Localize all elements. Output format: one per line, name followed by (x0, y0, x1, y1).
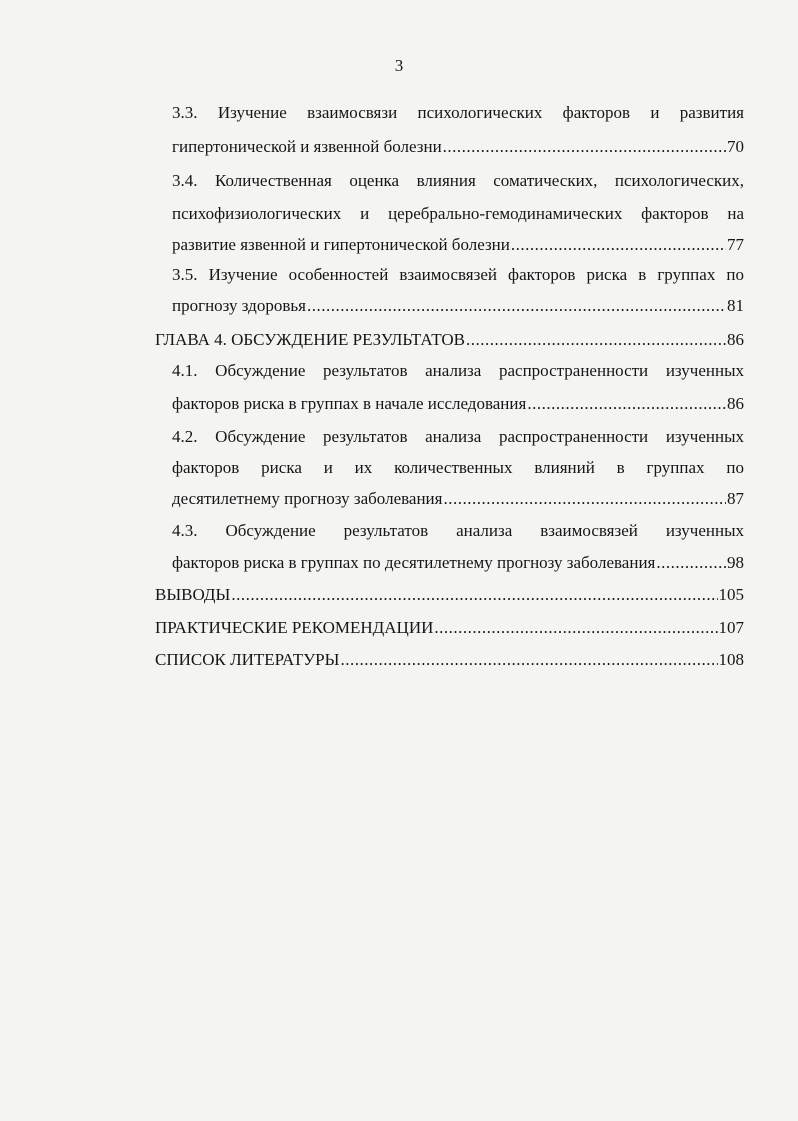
toc-references (155, 649, 744, 671)
dot-leader (656, 552, 726, 574)
dot-leader (307, 295, 726, 317)
toc-entry-title: ПРАКТИЧЕСКИЕ РЕКОМЕНДАЦИИ (155, 618, 434, 637)
toc-page-number: 107 (718, 618, 744, 637)
toc-page-number: 108 (718, 650, 744, 669)
toc-entry-4-3 (172, 552, 744, 574)
toc-entry-4-3-line-1: 4.3. Обсуждение результатов анализа взаимосвязей изученных (172, 521, 744, 540)
toc-entry-title: десятилетнему прогнозу заболевания (172, 489, 443, 508)
toc-page-number: 86 (727, 394, 744, 413)
toc-entry-4-1-line-1: 4.1. Обсуждение результатов анализа распространенности изученных (172, 361, 744, 380)
toc-entry-3-3 (172, 136, 744, 158)
toc-entry-4-1 (172, 393, 744, 415)
toc-page-number: 77 (727, 235, 744, 254)
toc-entry-3-4-line-2: психофизиологических и церебрально-гемодинамических факторов на (172, 204, 744, 223)
toc-entry-title: развитие язвенной и гипертонической болезни (172, 235, 510, 254)
toc-entry-4-2-line-1: 4.2. Обсуждение результатов анализа распространенности изученных (172, 427, 744, 446)
toc-chapter-4 (155, 329, 744, 351)
toc-entry-4-2-line-2: факторов риска и их количественных влияний в группах по (172, 458, 744, 477)
dot-leader (340, 649, 717, 671)
dot-leader (466, 329, 726, 351)
toc-page-number: 87 (727, 489, 744, 508)
toc-entry-title: прогнозу здоровья (172, 296, 306, 315)
toc-entry-title: гипертонической и язвенной болезни (172, 137, 442, 156)
dot-leader (511, 234, 726, 256)
toc-entry-title: факторов риска в группах в начале исследования (172, 394, 527, 413)
toc-practical-recommendations (155, 617, 744, 639)
toc-page-number: 81 (727, 296, 744, 315)
dot-leader (527, 393, 726, 415)
toc-conclusions (155, 584, 744, 606)
toc-page-number: 105 (718, 585, 744, 604)
toc-entry-3-5 (172, 295, 744, 317)
dot-leader (231, 584, 717, 606)
toc-page-number: 86 (727, 330, 744, 349)
toc-entry-title: факторов риска в группах по десятилетнему прогнозу заболевания (172, 553, 656, 572)
dot-leader (443, 488, 726, 510)
toc-entry-3-5-line-1: 3.5. Изучение особенностей взаимосвязей факторов риска в группах по (172, 265, 744, 284)
toc-entry-4-2 (172, 488, 744, 510)
page-number: 3 (394, 56, 404, 75)
toc-entry-title: СПИСОК ЛИТЕРАТУРЫ (155, 650, 340, 669)
toc-entry-3-4-line-1: 3.4. Количественная оценка влияния соматических, психологических, (172, 171, 744, 190)
dot-leader (434, 617, 717, 639)
toc-page-number: 98 (727, 553, 744, 572)
toc-page-number: 70 (727, 137, 744, 156)
toc-entry-title: ГЛАВА 4. ОБСУЖДЕНИЕ РЕЗУЛЬТАТОВ (155, 330, 465, 349)
dot-leader (443, 136, 726, 158)
toc-entry-title: ВЫВОДЫ (155, 585, 231, 604)
toc-entry-3-4 (172, 234, 744, 256)
toc-entry-3-3-line-1: 3.3. Изучение взаимосвязи психологических факторов и развития (172, 103, 744, 122)
